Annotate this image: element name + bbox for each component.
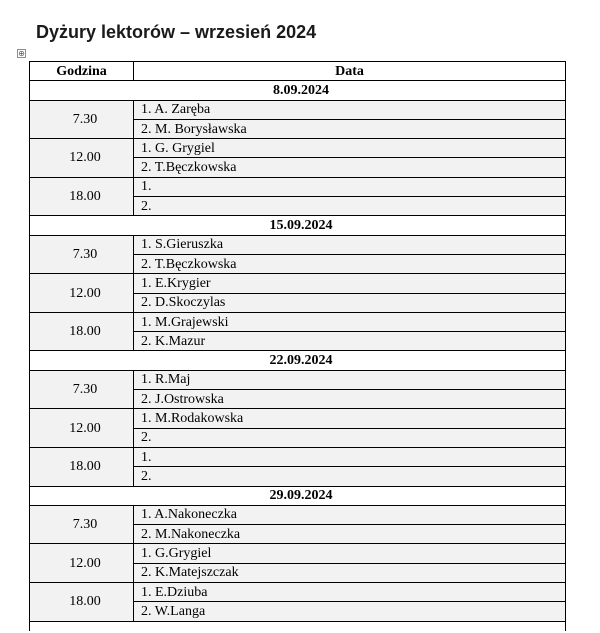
reader-cell[interactable]: 1. E.Dziuba (134, 583, 566, 602)
date-row (30, 216, 566, 235)
date-row (30, 351, 566, 370)
reader-cell[interactable]: 2. W.Langa (134, 602, 566, 621)
header-date: Data (134, 62, 566, 81)
header-hour: Godzina (30, 62, 134, 81)
reader-row (30, 312, 566, 331)
reader-cell[interactable]: 1. G.Grygiel (134, 544, 566, 563)
table-move-handle-icon[interactable]: ⊕ (18, 49, 25, 58)
date-cell: 8.09.2024 (30, 81, 566, 100)
reader-row (30, 544, 566, 563)
reader-cell[interactable]: 1. M.Rodakowska (134, 409, 566, 428)
document-title: Dyżury lektorów – wrzesień 2024 (36, 22, 317, 42)
reader-row (30, 235, 566, 254)
time-cell: 7.30 (30, 235, 134, 274)
reader-cell[interactable]: 1. E.Krygier (134, 274, 566, 293)
reader-cell[interactable]: 2. (134, 428, 566, 447)
reader-cell[interactable]: 2. (134, 467, 566, 486)
reader-cell[interactable]: 2. T.Bęczkowska (134, 158, 566, 177)
time-cell: 12.00 (30, 544, 134, 583)
reader-row (30, 177, 566, 196)
time-cell: 18.00 (30, 177, 134, 216)
reader-cell[interactable]: 1. A. Zaręba (134, 100, 566, 119)
date-cell: 22.09.2024 (30, 351, 566, 370)
reader-cell[interactable]: 1. S.Gieruszka (134, 235, 566, 254)
reader-row (30, 100, 566, 119)
time-cell: 7.30 (30, 505, 134, 544)
time-cell: 12.00 (30, 139, 134, 178)
time-cell: 7.30 (30, 100, 134, 139)
reader-row (30, 505, 566, 524)
date-cell: 15.09.2024 (30, 216, 566, 235)
time-cell: 7.30 (30, 370, 134, 409)
duty-schedule-table (29, 61, 566, 631)
reader-cell[interactable]: 2. M.Nakoneczka (134, 525, 566, 544)
table-header-row (30, 62, 566, 81)
reader-cell[interactable]: 1. (134, 447, 566, 466)
reader-cell[interactable]: 1. M.Grajewski (134, 312, 566, 331)
date-cell: 29.09.2024 (30, 486, 566, 505)
reader-cell[interactable]: 2. J.Ostrowska (134, 390, 566, 409)
reader-cell[interactable]: 1. A.Nakoneczka (134, 505, 566, 524)
reader-cell[interactable]: 2. T.Bęczkowska (134, 254, 566, 273)
time-cell: 18.00 (30, 583, 134, 622)
reader-cell[interactable]: 2. K.Matejszczak (134, 563, 566, 582)
table-trailing-row (30, 621, 566, 631)
reader-cell[interactable]: 1. G. Grygiel (134, 139, 566, 158)
time-cell: 18.00 (30, 312, 134, 351)
reader-cell[interactable]: 1. (134, 177, 566, 196)
reader-row (30, 409, 566, 428)
reader-cell[interactable]: 2. K.Mazur (134, 332, 566, 351)
reader-cell[interactable]: 2. (134, 197, 566, 216)
date-row (30, 81, 566, 100)
reader-row (30, 139, 566, 158)
date-row (30, 486, 566, 505)
reader-cell[interactable]: 2. M. Borysławska (134, 119, 566, 138)
reader-cell[interactable]: 2. D.Skoczylas (134, 293, 566, 312)
reader-row (30, 447, 566, 466)
time-cell: 12.00 (30, 409, 134, 448)
reader-cell[interactable]: 1. R.Maj (134, 370, 566, 389)
reader-row (30, 583, 566, 602)
time-cell: 18.00 (30, 447, 134, 486)
reader-row (30, 370, 566, 389)
trailing-cell (30, 621, 566, 631)
time-cell: 12.00 (30, 274, 134, 313)
reader-row (30, 274, 566, 293)
table-body (30, 81, 566, 631)
